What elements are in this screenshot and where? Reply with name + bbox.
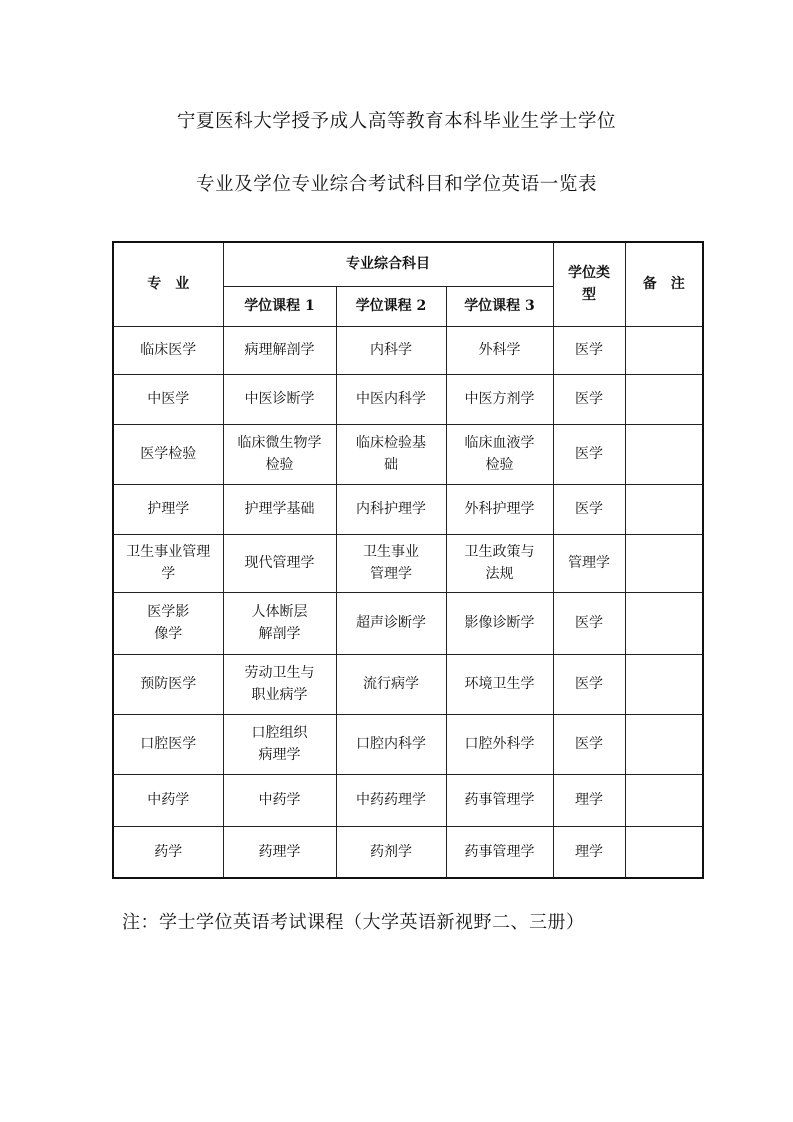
header-degree-type: 学位类型 [553,242,625,326]
cell-major: 医学影像学 [113,592,223,654]
table-row [113,534,703,592]
cell-major: 预防医学 [113,654,223,714]
cell-course-2: 口腔内科学 [336,714,446,774]
cell-course-1: 劳动卫生与职业病学 [223,654,336,714]
cell-course-1: 药理学 [223,826,336,878]
cell-degree-type: 医学 [553,714,625,774]
cell-course-3: 中医方剂学 [446,374,553,424]
cell-course-1: 临床微生物学检验 [223,424,336,484]
cell-course-3: 外科学 [446,326,553,374]
cell-degree-type: 医学 [553,374,625,424]
table-row [113,654,703,714]
table-row [113,326,703,374]
cell-course-3: 外科护理学 [446,484,553,534]
cell-degree-type: 医学 [553,484,625,534]
cell-major: 卫生事业管理学 [113,534,223,592]
cell-remark [625,592,703,654]
cell-remark [625,654,703,714]
table-row [113,774,703,826]
cell-major: 口腔医学 [113,714,223,774]
cell-course-3: 口腔外科学 [446,714,553,774]
cell-course-2: 内科护理学 [336,484,446,534]
cell-course-2: 中医内科学 [336,374,446,424]
cell-degree-type: 理学 [553,774,625,826]
cell-course-1: 中药学 [223,774,336,826]
cell-degree-type: 医学 [553,592,625,654]
header-remarks: 备 注 [625,242,703,326]
document-title-line-1: 宁夏医科大学授予成人高等教育本科毕业生学士学位 [176,111,617,132]
cell-remark [625,424,703,484]
cell-course-3: 药事管理学 [446,826,553,878]
cell-course-3: 影像诊断学 [446,592,553,654]
cell-remark [625,484,703,534]
cell-major: 护理学 [113,484,223,534]
cell-course-1: 护理学基础 [223,484,336,534]
cell-major: 中药学 [113,774,223,826]
cell-remark [625,326,703,374]
cell-degree-type: 理学 [553,826,625,878]
cell-degree-type: 管理学 [553,534,625,592]
cell-major: 临床医学 [113,326,223,374]
cell-remark [625,374,703,424]
cell-remark [625,826,703,878]
cell-course-2: 中药药理学 [336,774,446,826]
header-course-3: 学位课程 3 [446,286,553,326]
cell-degree-type: 医学 [553,654,625,714]
header-comprehensive-subjects: 专业综合科目 [223,242,553,286]
cell-course-1: 人体断层解剖学 [223,592,336,654]
cell-remark [625,714,703,774]
header-course-2: 学位课程 2 [336,286,446,326]
cell-major: 药学 [113,826,223,878]
cell-remark [625,774,703,826]
degree-subjects-table [112,241,704,879]
header-major: 专 业 [113,242,223,326]
table-row [113,484,703,534]
cell-course-2: 超声诊断学 [336,592,446,654]
cell-course-2: 卫生事业管理学 [336,534,446,592]
cell-remark [625,534,703,592]
cell-course-2: 药剂学 [336,826,446,878]
cell-course-3: 卫生政策与法规 [446,534,553,592]
cell-course-1: 中医诊断学 [223,374,336,424]
cell-course-3: 临床血液学检验 [446,424,553,484]
table-row [113,592,703,654]
table-row [113,826,703,878]
document-title-line-2: 专业及学位专业综合考试科目和学位英语一览表 [195,174,598,195]
cell-course-2: 流行病学 [336,654,446,714]
table-row [113,424,703,484]
cell-course-2: 临床检验基础 [336,424,446,484]
footnote: 注：学士学位英语考试课程（大学英语新视野二、三册） [122,912,585,933]
cell-course-1: 病理解剖学 [223,326,336,374]
cell-degree-type: 医学 [553,424,625,484]
cell-course-2: 内科学 [336,326,446,374]
cell-major: 医学检验 [113,424,223,484]
cell-course-1: 现代管理学 [223,534,336,592]
cell-major: 中医学 [113,374,223,424]
cell-course-3: 环境卫生学 [446,654,553,714]
header-course-1: 学位课程 1 [223,286,336,326]
cell-course-1: 口腔组织病理学 [223,714,336,774]
table-row [113,374,703,424]
table-row [113,714,703,774]
cell-degree-type: 医学 [553,326,625,374]
cell-course-3: 药事管理学 [446,774,553,826]
